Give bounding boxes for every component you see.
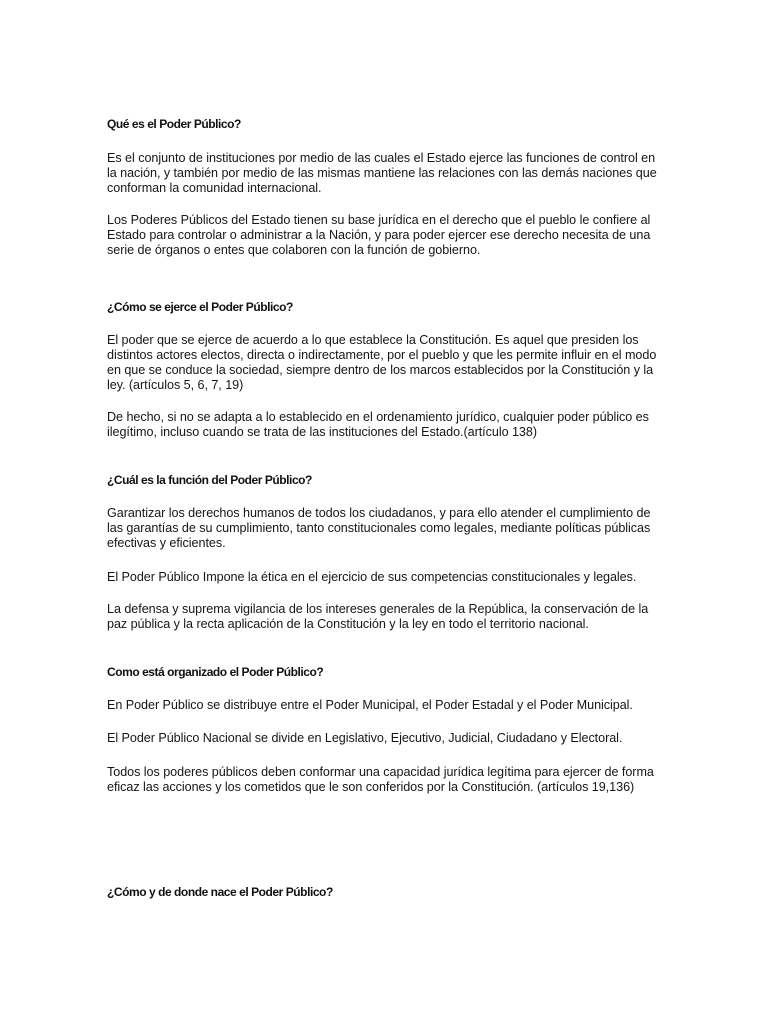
paragraph: Es el conjunto de instituciones por medio de las cuales el Estado ejerce las funciones de control en la nación, y también por medio de las mismas mantiene las relaciones con las demás naciones que conforman la comunidad internacional. [107, 151, 657, 195]
paragraph: El Poder Público Impone la ética en el ejercicio de sus competencias constitucionales y legales. [107, 570, 637, 584]
section-heading: Como está organizado el Poder Público? [107, 665, 324, 679]
paragraph: De hecho, si no se adapta a lo establecido en el ordenamiento jurídico, cualquier poder público es ilegítimo, incluso cuando se trata de las instituciones del Estado.(artículo 138) [107, 410, 649, 439]
section-heading: Qué es el Poder Público? [107, 117, 241, 131]
section-heading: ¿Cómo se ejerce el Poder Público? [107, 300, 293, 314]
section-heading: ¿Cuál es la función del Poder Público? [107, 473, 312, 487]
paragraph: La defensa y suprema vigilancia de los intereses generales de la República, la conservación de la paz pública y la recta aplicación de la Constitución y la ley en todo el territorio nacional. [107, 602, 649, 631]
paragraph: Garantizar los derechos humanos de todos los ciudadanos, y para ello atender el cumplimiento de las garantías de su cumplimiento, tanto constitucionales como legales, mediante políticas públicas efectivas y eficientes. [107, 506, 651, 550]
paragraph: Todos los poderes públicos deben conformar una capacidad jurídica legítima para ejercer de forma eficaz las acciones y los cometidos que le son conferidos por la Constitución. (artículos 19,136) [107, 765, 654, 794]
paragraph: En Poder Público se distribuye entre el Poder Municipal, el Poder Estadal y el Poder Municipal. [107, 698, 633, 712]
section-heading: ¿Cómo y de donde nace el Poder Público? [107, 885, 333, 899]
paragraph: El Poder Público Nacional se divide en Legislativo, Ejecutivo, Judicial, Ciudadano y Electoral. [107, 731, 623, 745]
paragraph: El poder que se ejerce de acuerdo a lo que establece la Constitución. Es aquel que presiden los distintos actores electos, directa o indirectamente, por el pueblo y que les permite influir en el modo en que se conduce la sociedad, siempre dentro de los marcos establecidos por la Constitución y la ley. (artículos 5, 6, 7, 19) [107, 333, 657, 392]
paragraph: Los Poderes Públicos del Estado tienen su base jurídica en el derecho que el pueblo le confiere al Estado para controlar o administrar a la Nación, y para poder ejercer ese derecho necesita de una serie de órganos o entes que colaboren con la función de gobierno. [107, 213, 651, 257]
